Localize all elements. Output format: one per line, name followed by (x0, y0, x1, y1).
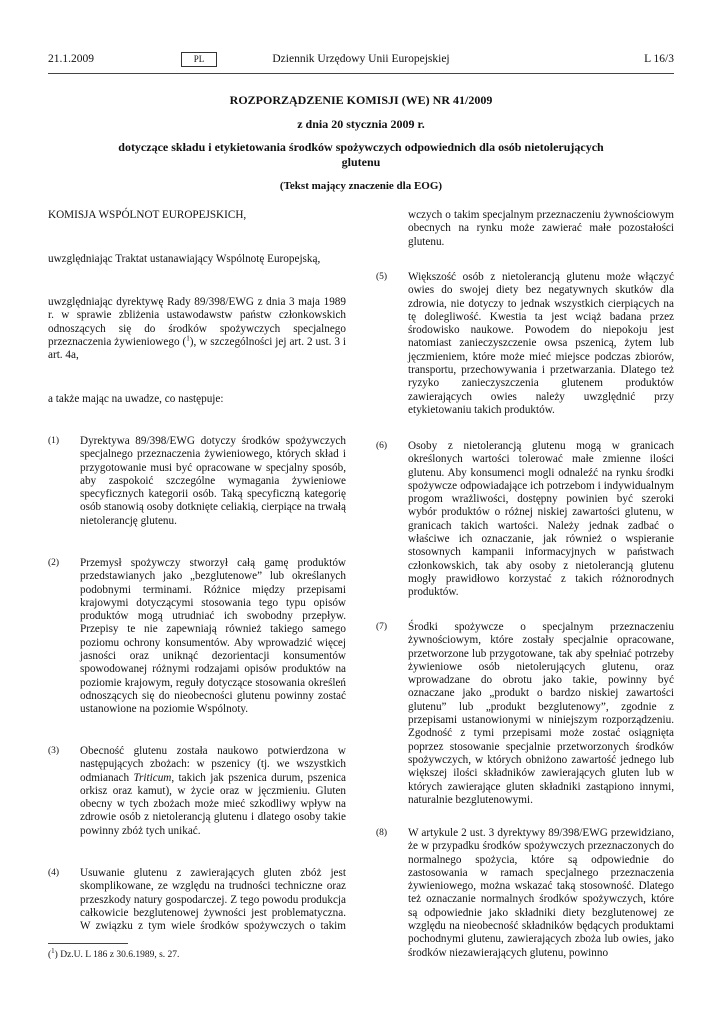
recital-number: (1) (48, 436, 60, 446)
recital-text: Obecność glutenu została naukowo potwierdzona w następujących zbożach: w pszenicy (tj. we wszystkich odmianach Triticum, takich jak pszenica durum, pszenica orkisz oraz kamut), w życie oraz w jęczmieniu. Gluten obecny w tych zbożach może mieć szkodliwy wpływ na zdrowie osób z nietolerancją glutenu i dlatego osoby takie powinny zbóż tych unikać. (80, 745, 346, 837)
publication-date: 21.1.2009 (48, 53, 94, 65)
recital-3 (48, 745, 346, 838)
recital-4-tail: wczych o takim specjalnym przeznaczeniu żywnościowym obecnych na rynku może zawierać małe pozostałości glutenu. (408, 209, 674, 248)
recital-1 (48, 435, 346, 528)
language-badge: PL (181, 52, 217, 67)
recital-text: Usuwanie glutenu z zawierających gluten zbóż jest skomplikowane, ze względu na trudności techniczne oraz przeszkody natury gospodarczej. Z tego powodu produkcja całkowicie bezglutenowej żywności jest problematyczna. W związku z tym wiele środków spożywczych o takim (80, 867, 346, 933)
intro-directive: uwzględniając dyrektywę Rady 89/398/EWG z dnia 3 maja 1989 r. w sprawie zbliżenia ustawodawstw państw członkowskich odnoszących się do środków spożywczych specjalnego przeznaczenia żywieniowego ($^1$), w szczególności jej art. 2 ust. 3 i art. 4a, (48, 296, 346, 362)
recital-4 (48, 867, 346, 933)
recital-4-continuation (408, 209, 674, 249)
page-number: L 16/3 (644, 53, 674, 65)
recital-text: Przemysł spożywczy stworzył całą gamę produktów przedstawianych jako „bezglutenowe” lub określanych podobnymi terminami. Różnice między przepisami krajowymi dotyczącymi stosowania tego typu opisów produktów mogą utrudniać ich swobodny przepływ. Przepisy te nie zapewniają również takiego samego poziomu ochrony konsumentów. Aby wprowadzić więcej jasności oraz uniknąć dezorientacji konsumentów spowodowanej różnymi rodzajami opisów produktów na poziomie krajowym, reguły dotyczące stosowania określeń odnoszących się do nieobecności glutenu powinny zostać ustanowione na poziomie Wspólnoty. (80, 557, 346, 716)
recital-8 (376, 827, 674, 960)
recital-number: (7) (376, 622, 388, 632)
title-subject: dotyczące składu i etykietowania środków spożywczych odpowiednich dla osób nietolerujących glutenu (118, 140, 604, 169)
recital-number: (8) (376, 828, 388, 838)
intro-treaty: uwzględniając Traktat ustanawiający Wspólnotę Europejską, (48, 253, 321, 265)
recital-6 (376, 440, 674, 600)
right-column (376, 0, 674, 1024)
left-column (48, 0, 346, 1024)
recital-2 (48, 557, 346, 717)
footnote-ref: 1 (186, 334, 190, 343)
recital-text: W artykule 2 ust. 3 dyrektywy 89/398/EWG przewidziano, że w przypadku środków spożywczych przeznaczonych do normalnego spożycia, które są odpowiednie do zastosowania w ramach specjalnego przeznaczenia żywieniowego, można wskazać taką stosowność. Dlatego też oznaczanie normalnych środków spożywczych, które są odpowiednie jako składniki diety bezglutenowej ze względu na nieobecność składników będących produktami pochodnymi glutenu, zawierających zboża lub owies, jako środków niezawierających glutenu, powinno (408, 827, 674, 959)
recital-7 (376, 621, 674, 807)
recital-number: (6) (376, 441, 388, 451)
title-eea-relevance: (Tekst mający znaczenie dla EOG) (279, 180, 443, 192)
recital-number: (2) (48, 558, 60, 568)
recital-number: (3) (48, 746, 60, 756)
footnote: ($^1$) Dz.U. L 186 z 30.6.1989, s. 27. (48, 946, 180, 960)
intro-commission: KOMISJA WSPÓLNOT EUROPEJSKICH, (48, 209, 247, 221)
intro-whereas: a także mając na uwadze, co następuje: (48, 393, 224, 405)
recital-number: (5) (376, 272, 388, 282)
title-date: z dnia 20 stycznia 2009 r. (297, 117, 425, 131)
recital-text: Osoby z nietolerancją glutenu mogą w granicach określonych wartości tolerować małe zmienne ilości glutenu. Aby konsumenci mogli odnaleźć na rynku środki spożywcze odpowiadające ich potrzebom i indywidualnym progom wrażliwości, dostępny powinien być szeroki wybór produktów o różnej niskiej zawartości glutenu, w granicach takich wartości. Należy jednak zadbać o właściwe ich oznaczanie, jak również o wspieranie stosownych kampanii informacyjnych w państwach członkowskich, tak aby osoby z nietolerancją glutenu mogły prawidłowo korzystać z takich różnorodnych produktów. (408, 440, 674, 599)
recital-text: Dyrektywa 89/398/EWG dotyczy środków spożywczych specjalnego przeznaczenia żywieniowego, których skład i przygotowanie musi być opracowane w specjalny sposób, aby zaspokoić szczególne wymagania żywieniowe specyficznych kategorii osób. Taką specyficzną kategorię osób stanowią osoby dotknięte celiakią, cierpiące na trwałą nietolerancję glutenu. (80, 435, 346, 527)
footnote-rule (48, 943, 128, 944)
title-regulation-number: ROZPORZĄDZENIE KOMISJI (WE) NR 41/2009 (229, 93, 493, 107)
recital-text: Środki spożywcze o specjalnym przeznaczeniu żywnościowym, które zostały specjalnie opracowane, przetworzone lub przygotowane, tak aby spełniać potrzeby żywieniowe osób nietolerujących glutenu, oraz wprowadzane do obrotu jako takie, powinny być oznaczane jako „produkt o bardzo niskiej zawartości glutenu” lub „produkt bezglutenowy”, zgodnie z przepisami ustanowionymi w niniejszym rozporządzeniu. Zgodność z tymi przepisami może zostać osiągnięta poprzez stosowanie specjalnie przetworzonych środków spożywczych, w których obniżono zawartość jednego lub większej ilości składników zawierających gluten lub w których zawierające gluten składniki zastąpiono innymi, naturalnie bezglutenowymi. (408, 621, 674, 806)
journal-title: Dziennik Urzędowy Unii Europejskiej (272, 53, 450, 65)
recital-5 (376, 271, 674, 417)
recital-text: Większość osób z nietolerancją glutenu może włączyć owies do swojej diety bez negatywnych skutków dla zdrowia, nie dotyczy to jednak wszystkich cierpiących na tę dolegliwość. Kwestia ta jest wciąż badana przez środowisko naukowe. Powodem do niepokoju jest natomiast zanieczyszczenie owsa pszenicą, żytem lub jęczmieniem, które może mieć miejsce podczas zbiorów, transportu, przechowywania i przetwarzania. Dlatego też ryzyko zanieczyszczenia glutenem produktów zawierających owies należy uwzględnić przy etykietowaniu takich produktów. (408, 271, 674, 416)
recital-number: (4) (48, 868, 60, 878)
